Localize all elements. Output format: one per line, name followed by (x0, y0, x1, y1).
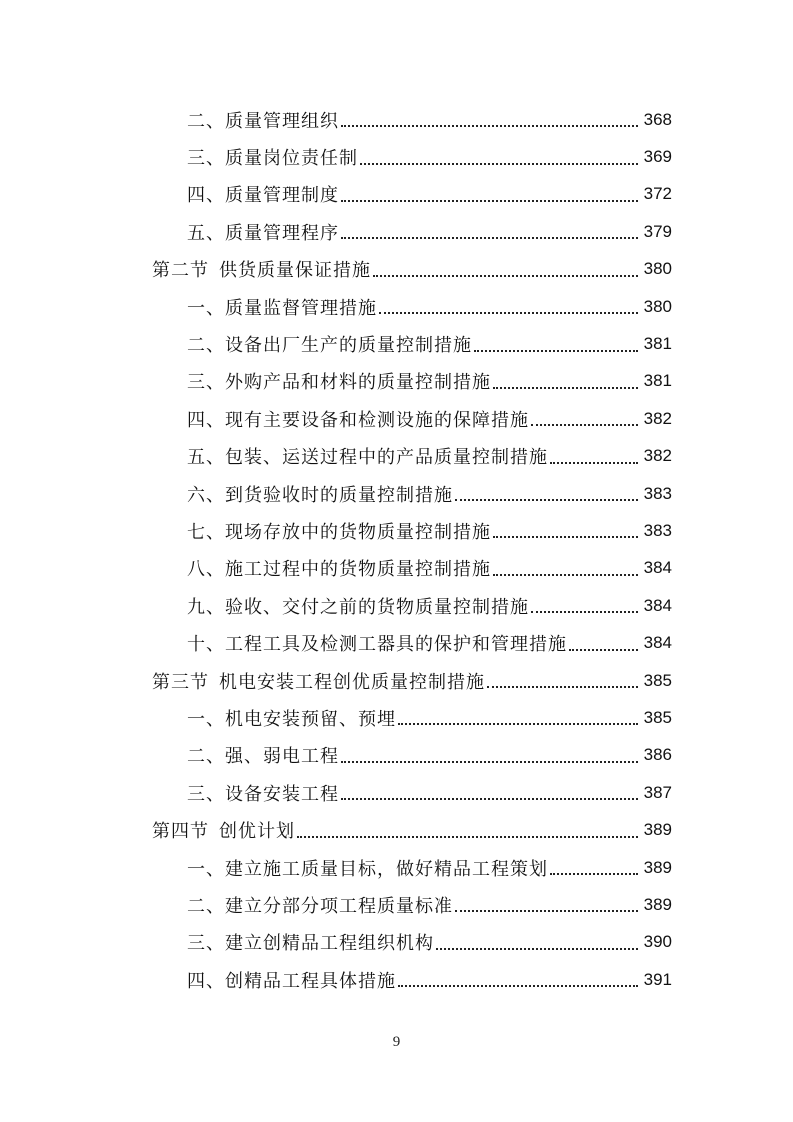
toc-entry-text: 二、质量管理组织 (187, 110, 339, 132)
toc-section-entry[interactable] (0, 662, 793, 699)
toc-subsection-entry[interactable] (0, 774, 793, 811)
toc-entry-title (187, 181, 339, 207)
toc-dot-leader (474, 349, 638, 352)
toc-entry-text: 一、质量监督管理措施 (187, 297, 377, 319)
toc-page-number: 384 (643, 558, 672, 578)
toc-entry-title (187, 780, 339, 806)
toc-subsection-entry[interactable] (0, 101, 793, 138)
toc-subsection-entry[interactable] (0, 924, 793, 961)
toc-page-number: 381 (643, 371, 672, 391)
toc-entry-title (187, 742, 339, 768)
table-of-contents (0, 101, 793, 998)
toc-subsection-entry[interactable] (0, 400, 793, 437)
toc-page-number: 389 (643, 820, 672, 840)
toc-dot-leader (550, 461, 638, 464)
toc-entry-text: 五、包装、运送过程中的产品质量控制措施 (187, 447, 548, 469)
toc-subsection-entry[interactable] (0, 961, 793, 998)
toc-dot-leader (373, 274, 638, 277)
toc-entry-title (152, 817, 295, 843)
toc-entry-title (187, 518, 491, 544)
toc-dot-leader (341, 199, 638, 202)
toc-entry-text: 四、现有主要设备和检测设施的保障措施 (187, 409, 529, 431)
toc-subsection-entry[interactable] (0, 550, 793, 587)
toc-entry-text: 六、到货验收时的质量控制措施 (187, 484, 453, 506)
toc-dot-leader (398, 984, 638, 987)
toc-entry-title (187, 368, 491, 394)
toc-page-number: 382 (643, 408, 672, 428)
toc-section-entry[interactable] (0, 251, 793, 288)
toc-entry-text: 四、创精品工程具体措施 (187, 970, 396, 992)
toc-subsection-entry[interactable] (0, 886, 793, 923)
toc-section-number: 第四节 (152, 821, 209, 843)
toc-entry-title (152, 256, 371, 282)
toc-subsection-entry[interactable] (0, 699, 793, 736)
toc-entry-text: 七、现场存放中的货物质量控制措施 (187, 521, 491, 543)
toc-subsection-entry[interactable] (0, 849, 793, 886)
toc-entry-title (187, 705, 396, 731)
toc-entry-title (187, 929, 434, 955)
toc-entry-text: 一、建立施工质量目标，做好精品工程策划 (187, 858, 548, 880)
toc-dot-leader (455, 909, 638, 912)
toc-subsection-entry[interactable] (0, 138, 793, 175)
toc-entry-text: 一、机电安装预留、预埋 (187, 708, 396, 730)
toc-entry-title (152, 668, 485, 694)
toc-page-number: 389 (643, 857, 672, 877)
toc-subsection-entry[interactable] (0, 475, 793, 512)
toc-page-number: 381 (643, 334, 672, 354)
toc-subsection-entry[interactable] (0, 737, 793, 774)
toc-page-number: 380 (643, 259, 672, 279)
toc-dot-leader (297, 835, 638, 838)
toc-dot-leader (493, 573, 638, 576)
toc-entry-text: 五、质量管理程序 (187, 222, 339, 244)
toc-dot-leader (531, 423, 638, 426)
toc-dot-leader (493, 535, 638, 538)
toc-entry-title (187, 481, 453, 507)
toc-subsection-entry[interactable] (0, 438, 793, 475)
toc-dot-leader (487, 685, 638, 688)
toc-entry-title (187, 892, 453, 918)
toc-entry-title (187, 331, 472, 357)
toc-entry-text: 三、外购产品和材料的质量控制措施 (187, 372, 491, 394)
toc-dot-leader (341, 797, 638, 800)
toc-entry-text: 二、建立分部分项工程质量标准 (187, 895, 453, 917)
toc-dot-leader (341, 124, 638, 127)
toc-page-number: 384 (643, 633, 672, 653)
toc-dot-leader (341, 760, 638, 763)
toc-entry-text: 八、施工过程中的货物质量控制措施 (187, 559, 491, 581)
toc-entry-text: 二、强、弱电工程 (187, 746, 339, 768)
toc-subsection-entry[interactable] (0, 363, 793, 400)
toc-subsection-entry[interactable] (0, 288, 793, 325)
toc-entry-title (187, 294, 377, 320)
toc-page-number: 385 (643, 670, 672, 690)
toc-entry-text: 十、工程工具及检测工器具的保护和管理措施 (187, 634, 567, 656)
toc-entry-text: 机电安装工程创优质量控制措施 (219, 671, 485, 693)
toc-dot-leader (436, 947, 638, 950)
toc-entry-text: 九、验收、交付之前的货物质量控制措施 (187, 596, 529, 618)
toc-entry-text: 三、建立创精品工程组织机构 (187, 933, 434, 955)
toc-page-number: 386 (643, 745, 672, 765)
toc-dot-leader (341, 236, 638, 239)
toc-page-number: 379 (643, 221, 672, 241)
toc-entry-text: 二、设备出厂生产的质量控制措施 (187, 335, 472, 357)
toc-entry-title (187, 855, 548, 881)
toc-entry-title (187, 555, 491, 581)
toc-subsection-entry[interactable] (0, 176, 793, 213)
toc-page-number: 368 (643, 109, 672, 129)
toc-page-number: 383 (643, 483, 672, 503)
toc-subsection-entry[interactable] (0, 587, 793, 624)
toc-entry-title (187, 443, 548, 469)
toc-dot-leader (531, 610, 638, 613)
toc-entry-title (187, 219, 339, 245)
toc-page-number: 383 (643, 520, 672, 540)
toc-page-number: 390 (643, 932, 672, 952)
toc-page-number: 384 (643, 595, 672, 615)
toc-entry-title (187, 107, 339, 133)
toc-page-number: 369 (643, 147, 672, 167)
toc-entry-title (187, 144, 358, 170)
toc-entry-title (187, 967, 396, 993)
toc-dot-leader (493, 386, 638, 389)
toc-entry-text: 供货质量保证措施 (219, 260, 371, 282)
toc-page-number: 387 (643, 782, 672, 802)
toc-page-number: 389 (643, 894, 672, 914)
toc-entry-title (187, 630, 567, 656)
toc-entry-text: 三、质量岗位责任制 (187, 148, 358, 170)
toc-page-number: 372 (643, 184, 672, 204)
toc-page-number: 385 (643, 707, 672, 727)
toc-section-entry[interactable] (0, 811, 793, 848)
toc-subsection-entry[interactable] (0, 512, 793, 549)
toc-dot-leader (455, 498, 638, 501)
toc-entry-text: 四、质量管理制度 (187, 185, 339, 207)
toc-entry-title (187, 593, 529, 619)
toc-entry-title (187, 406, 529, 432)
toc-subsection-entry[interactable] (0, 213, 793, 250)
toc-subsection-entry[interactable] (0, 624, 793, 661)
toc-dot-leader (360, 162, 638, 165)
toc-section-number: 第三节 (152, 671, 209, 693)
toc-section-number: 第二节 (152, 260, 209, 282)
toc-dot-leader (379, 311, 638, 314)
toc-dot-leader (398, 722, 638, 725)
toc-dot-leader (550, 872, 638, 875)
toc-page-number: 382 (643, 446, 672, 466)
toc-page-number: 380 (643, 296, 672, 316)
toc-entry-text: 创优计划 (219, 821, 295, 843)
toc-dot-leader (569, 648, 638, 651)
toc-subsection-entry[interactable] (0, 325, 793, 362)
page-number: 9 (392, 1034, 401, 1050)
toc-page-number: 391 (643, 969, 672, 989)
toc-entry-text: 三、设备安装工程 (187, 783, 339, 805)
